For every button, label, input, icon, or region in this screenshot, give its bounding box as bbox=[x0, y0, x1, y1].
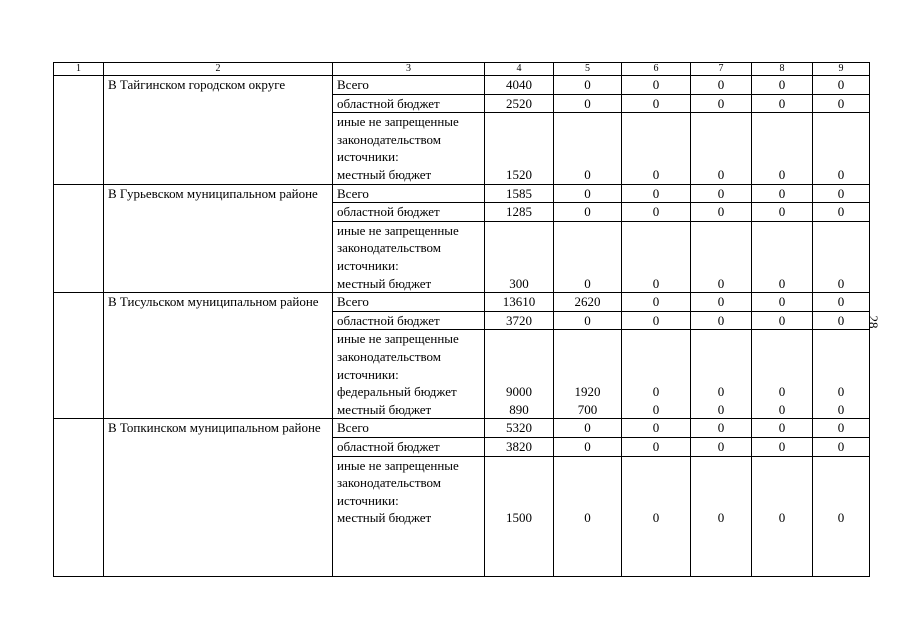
row-index-cell bbox=[54, 419, 104, 438]
value: 0 bbox=[584, 510, 591, 526]
value-cell bbox=[752, 437, 813, 456]
value-stack bbox=[622, 330, 690, 418]
value: 0 bbox=[584, 312, 591, 328]
source-label-cell bbox=[333, 113, 485, 184]
value: 0 bbox=[717, 185, 725, 201]
value-cell bbox=[554, 456, 622, 576]
value: 0 bbox=[717, 401, 725, 417]
row-index-cell bbox=[54, 456, 104, 576]
source-label: областной бюджет bbox=[337, 438, 440, 454]
value: 0 bbox=[717, 275, 725, 291]
value: 0 bbox=[652, 294, 660, 310]
value: 0 bbox=[778, 438, 786, 454]
row-index-cell bbox=[54, 437, 104, 456]
value-stack bbox=[554, 330, 621, 418]
table-row bbox=[54, 94, 870, 113]
municipality-name: В Гурьевском муниципальном районе bbox=[108, 185, 318, 201]
budget-table bbox=[53, 62, 870, 577]
value: 0 bbox=[652, 384, 660, 400]
municipality-name-cell bbox=[104, 76, 333, 95]
value-cell bbox=[554, 293, 622, 312]
value: 0 bbox=[717, 204, 725, 220]
value: 3820 bbox=[506, 438, 532, 454]
table-row bbox=[54, 203, 870, 222]
value-cell bbox=[752, 94, 813, 113]
value: 5320 bbox=[506, 420, 532, 436]
table-row bbox=[54, 293, 870, 312]
row-index-cell bbox=[54, 113, 104, 184]
source-label-line: местный бюджет bbox=[337, 401, 432, 417]
header-cell: 9 bbox=[813, 63, 870, 76]
value-cell bbox=[622, 113, 691, 184]
header-cell: 7 bbox=[691, 63, 752, 76]
source-label-line: законодательством bbox=[337, 348, 442, 364]
header-cell: 5 bbox=[554, 63, 622, 76]
table-row bbox=[54, 330, 870, 419]
source-label-cell bbox=[333, 184, 485, 203]
value: 13610 bbox=[502, 294, 536, 310]
value-cell bbox=[813, 419, 870, 438]
table-row bbox=[54, 437, 870, 456]
source-label: Всего bbox=[337, 77, 369, 92]
source-label-line: иные не запрещенные bbox=[337, 331, 459, 347]
value-cell bbox=[691, 311, 752, 330]
municipality-name-cell bbox=[104, 221, 333, 292]
row-index-cell bbox=[54, 203, 104, 222]
value: 0 bbox=[652, 95, 660, 111]
source-label: Всего bbox=[337, 420, 369, 436]
header-row bbox=[54, 63, 870, 76]
value-stack bbox=[485, 330, 553, 418]
value-cell bbox=[554, 113, 622, 184]
municipality-name-cell bbox=[104, 113, 333, 184]
value: 0 bbox=[652, 312, 660, 328]
value: 0 bbox=[584, 438, 591, 454]
source-label: областной бюджет bbox=[337, 204, 440, 220]
row-index-cell bbox=[54, 311, 104, 330]
value-cell bbox=[485, 113, 554, 184]
row-index-cell bbox=[54, 94, 104, 113]
value: 0 bbox=[837, 420, 845, 436]
source-label-line: местный бюджет bbox=[337, 275, 432, 291]
source-label-cell bbox=[333, 221, 485, 292]
value-cell bbox=[622, 203, 691, 222]
value: 9000 bbox=[506, 384, 532, 400]
value: 0 bbox=[584, 95, 591, 111]
value: 1520 bbox=[506, 166, 532, 182]
row-index-cell bbox=[54, 330, 104, 419]
table-row bbox=[54, 419, 870, 438]
value-cell bbox=[554, 221, 622, 292]
source-label-cell bbox=[333, 437, 485, 456]
value-cell bbox=[554, 330, 622, 419]
value-cell bbox=[485, 311, 554, 330]
value-cell bbox=[813, 311, 870, 330]
municipality-name-cell bbox=[104, 437, 333, 456]
value: 0 bbox=[778, 185, 786, 201]
municipality-name-cell bbox=[104, 456, 333, 576]
value: 0 bbox=[652, 438, 660, 454]
source-label-line: законодательством bbox=[337, 240, 442, 256]
source-label-line: иные не запрещенные bbox=[337, 114, 459, 130]
municipality-name-cell bbox=[104, 94, 333, 113]
value-cell bbox=[752, 311, 813, 330]
value-cell bbox=[691, 437, 752, 456]
value-cell bbox=[752, 203, 813, 222]
value-cell bbox=[622, 419, 691, 438]
value: 0 bbox=[778, 312, 786, 328]
table-row bbox=[54, 113, 870, 184]
source-label: Всего bbox=[337, 185, 369, 201]
value: 0 bbox=[717, 510, 725, 526]
row-index-cell bbox=[54, 293, 104, 312]
value-cell bbox=[485, 419, 554, 438]
value-cell bbox=[691, 94, 752, 113]
value-cell bbox=[691, 221, 752, 292]
municipality-name: В Тайгинском городском округе bbox=[108, 77, 286, 92]
table-row bbox=[54, 221, 870, 292]
value-cell bbox=[622, 330, 691, 419]
municipality-name-cell bbox=[104, 203, 333, 222]
municipality-name-cell bbox=[104, 293, 333, 312]
value: 0 bbox=[837, 204, 845, 220]
value: 0 bbox=[652, 166, 660, 182]
value-cell bbox=[622, 94, 691, 113]
header-cell: 8 bbox=[752, 63, 813, 76]
value-cell bbox=[691, 293, 752, 312]
source-label: областной бюджет bbox=[337, 312, 440, 328]
value-cell bbox=[691, 184, 752, 203]
value: 0 bbox=[778, 384, 786, 400]
source-label-cell bbox=[333, 94, 485, 113]
value: 0 bbox=[652, 275, 660, 291]
value: 0 bbox=[584, 420, 591, 436]
value-cell bbox=[813, 437, 870, 456]
municipality-name: В Топкинском муниципальном районе bbox=[108, 420, 321, 436]
table-row bbox=[54, 311, 870, 330]
value-cell bbox=[622, 293, 691, 312]
value: 1500 bbox=[506, 510, 532, 526]
value: 0 bbox=[837, 294, 845, 310]
value: 1585 bbox=[506, 185, 532, 201]
value: 3720 bbox=[506, 312, 532, 328]
source-label-cell bbox=[333, 419, 485, 438]
value: 0 bbox=[837, 95, 845, 111]
value-cell bbox=[622, 311, 691, 330]
value: 0 bbox=[717, 294, 725, 310]
value: 0 bbox=[584, 77, 591, 92]
source-label-cell bbox=[333, 311, 485, 330]
value: 0 bbox=[717, 95, 725, 111]
value: 0 bbox=[837, 401, 845, 417]
value-cell bbox=[554, 311, 622, 330]
value: 0 bbox=[778, 420, 786, 436]
row-index-cell bbox=[54, 184, 104, 203]
source-label-line: источники: bbox=[337, 492, 399, 508]
value: 0 bbox=[778, 294, 786, 310]
municipality-name-cell bbox=[104, 184, 333, 203]
value-cell bbox=[752, 76, 813, 95]
value-cell bbox=[554, 419, 622, 438]
value: 0 bbox=[717, 438, 725, 454]
value-cell bbox=[691, 456, 752, 576]
value-cell bbox=[485, 184, 554, 203]
value: 300 bbox=[509, 275, 529, 291]
value-cell bbox=[813, 293, 870, 312]
value-cell bbox=[752, 221, 813, 292]
source-label: областной бюджет bbox=[337, 95, 440, 111]
source-label-line: законодательством bbox=[337, 131, 442, 147]
value-cell bbox=[813, 184, 870, 203]
value: 0 bbox=[584, 204, 591, 220]
value: 700 bbox=[577, 401, 598, 417]
value-cell bbox=[813, 203, 870, 222]
header-cell: 6 bbox=[622, 63, 691, 76]
header-cell: 4 bbox=[485, 63, 554, 76]
value: 0 bbox=[717, 384, 725, 400]
value-cell bbox=[691, 330, 752, 419]
value: 0 bbox=[717, 420, 725, 436]
value-cell bbox=[691, 203, 752, 222]
value: 0 bbox=[652, 185, 660, 201]
value-cell bbox=[813, 456, 870, 576]
value-cell bbox=[554, 184, 622, 203]
source-label-line: иные не запрещенные bbox=[337, 222, 459, 238]
source-label-line: местный бюджет bbox=[337, 166, 432, 182]
municipality-name: В Тисульском муниципальном районе bbox=[108, 294, 319, 310]
value-stack bbox=[752, 330, 812, 418]
value: 0 bbox=[837, 185, 845, 201]
value: 0 bbox=[837, 166, 845, 182]
source-label-line: источники: bbox=[337, 149, 399, 165]
value: 0 bbox=[778, 510, 786, 526]
municipality-name-cell bbox=[104, 330, 333, 419]
value: 0 bbox=[652, 510, 660, 526]
source-label-cell bbox=[333, 330, 485, 419]
value-cell bbox=[813, 221, 870, 292]
value-cell bbox=[485, 76, 554, 95]
value-cell bbox=[485, 437, 554, 456]
value: 890 bbox=[509, 401, 529, 417]
value-cell bbox=[485, 94, 554, 113]
value: 0 bbox=[837, 312, 845, 328]
value-cell bbox=[485, 456, 554, 576]
value: 0 bbox=[584, 185, 591, 201]
value: 0 bbox=[652, 420, 660, 436]
value-cell bbox=[752, 113, 813, 184]
municipality-name-cell bbox=[104, 419, 333, 438]
value-cell bbox=[485, 330, 554, 419]
header-cell: 3 bbox=[333, 63, 485, 76]
row-index-cell bbox=[54, 221, 104, 292]
value-cell bbox=[622, 437, 691, 456]
value-cell bbox=[813, 113, 870, 184]
value: 4040 bbox=[506, 77, 532, 92]
source-label-cell bbox=[333, 203, 485, 222]
source-label-line: местный бюджет bbox=[337, 510, 432, 526]
source-label-line: источники: bbox=[337, 257, 399, 273]
value: 0 bbox=[778, 204, 786, 220]
value-cell bbox=[622, 221, 691, 292]
value: 0 bbox=[717, 312, 725, 328]
value-cell bbox=[752, 419, 813, 438]
value-cell bbox=[752, 330, 813, 419]
value: 1920 bbox=[574, 384, 601, 400]
value-cell bbox=[691, 76, 752, 95]
source-label-line: федеральный бюджет bbox=[337, 384, 457, 400]
page-number: 28 bbox=[866, 315, 881, 329]
value-cell bbox=[554, 203, 622, 222]
source-label-cell bbox=[333, 456, 485, 576]
value: 2520 bbox=[506, 95, 532, 111]
table-row bbox=[54, 76, 870, 95]
value-stack bbox=[813, 330, 869, 418]
table-row bbox=[54, 456, 870, 576]
value-cell bbox=[554, 76, 622, 95]
value-cell bbox=[813, 94, 870, 113]
source-label-line: источники: bbox=[337, 366, 399, 382]
source-label-cell bbox=[333, 293, 485, 312]
value: 0 bbox=[778, 166, 786, 182]
value-cell bbox=[813, 330, 870, 419]
value: 0 bbox=[652, 401, 660, 417]
value: 0 bbox=[837, 438, 845, 454]
value-cell bbox=[691, 419, 752, 438]
value: 0 bbox=[778, 95, 786, 111]
source-label-line: законодательством bbox=[337, 475, 442, 491]
value: 0 bbox=[837, 384, 845, 400]
value: 1285 bbox=[506, 204, 532, 220]
value: 0 bbox=[584, 275, 591, 291]
value: 0 bbox=[837, 77, 845, 92]
value-cell bbox=[485, 203, 554, 222]
value-cell bbox=[554, 437, 622, 456]
value-cell bbox=[485, 293, 554, 312]
value-cell bbox=[691, 113, 752, 184]
municipality-name-cell bbox=[104, 311, 333, 330]
value: 0 bbox=[837, 510, 845, 526]
value: 0 bbox=[652, 77, 660, 92]
table-row bbox=[54, 184, 870, 203]
value-cell bbox=[813, 76, 870, 95]
value-cell bbox=[622, 184, 691, 203]
value: 0 bbox=[778, 77, 786, 92]
row-index-cell bbox=[54, 76, 104, 95]
value: 0 bbox=[778, 275, 786, 291]
value-cell bbox=[752, 456, 813, 576]
header-cell: 1 bbox=[54, 63, 104, 76]
value-stack bbox=[691, 330, 751, 418]
value: 0 bbox=[837, 275, 845, 291]
value-cell bbox=[622, 456, 691, 576]
value: 0 bbox=[717, 166, 725, 182]
value: 2620 bbox=[574, 294, 601, 310]
value-cell bbox=[752, 293, 813, 312]
value: 0 bbox=[652, 204, 660, 220]
source-label-line: иные не запрещенные bbox=[337, 457, 459, 473]
value-cell bbox=[554, 94, 622, 113]
value: 0 bbox=[717, 77, 725, 92]
value-cell bbox=[622, 76, 691, 95]
value: 0 bbox=[778, 401, 786, 417]
value-cell bbox=[752, 184, 813, 203]
source-label-cell bbox=[333, 76, 485, 95]
value: 0 bbox=[584, 166, 591, 182]
source-label: Всего bbox=[337, 294, 369, 310]
header-cell: 2 bbox=[104, 63, 333, 76]
value-cell bbox=[485, 221, 554, 292]
